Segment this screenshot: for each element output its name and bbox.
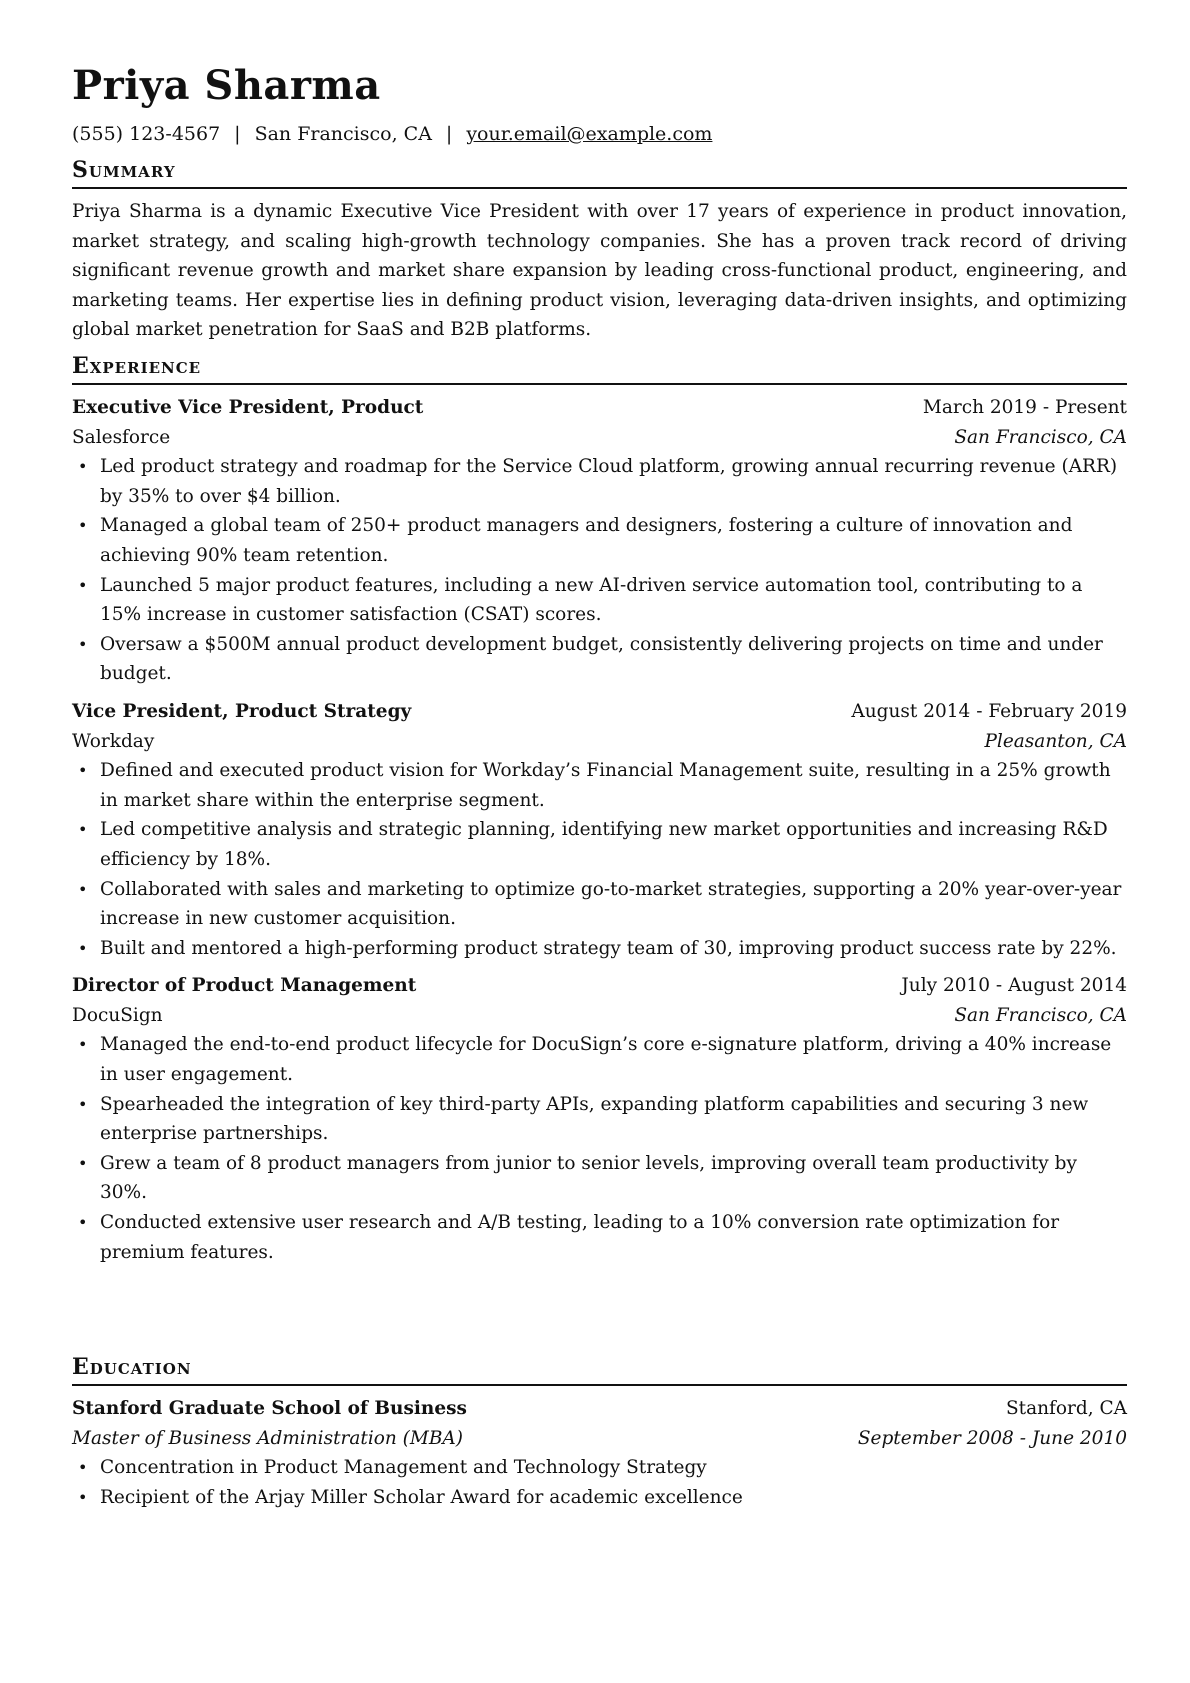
job-entry — [72, 971, 1127, 1267]
job-bullets — [72, 452, 1127, 689]
location-text: San Francisco, CA — [254, 123, 432, 145]
job-dates: August 2014 - February 2019 — [851, 700, 1127, 722]
phone-number: (555) 123-4567 — [72, 123, 221, 145]
education-section — [72, 1352, 1127, 1512]
degree-name: Master of Business Administration (MBA) — [72, 1427, 464, 1449]
section-title-experience: Experience — [72, 351, 1127, 385]
job-bullets — [72, 756, 1127, 963]
summary-section — [72, 155, 1127, 345]
bullet-item: • Launched 5 major product features, including a new AI-driven service automation tool, contributing to a 15% increase in customer satisfaction (CSAT) scores. — [72, 571, 1127, 630]
job-bullets — [72, 1030, 1127, 1267]
email-link[interactable]: your.email@example.com — [466, 123, 713, 145]
bullet-item: • Recipient of the Arjay Miller Scholar Award for academic excellence — [72, 1483, 1127, 1513]
bullet-item: • Oversaw a $500M annual product development budget, consistently delivering projects on time and under budget. — [72, 630, 1127, 689]
job-location: San Francisco, CA — [954, 426, 1127, 448]
bullet-item: • Conducted extensive user research and A/B testing, leading to a 10% conversion rate optimization for premium features. — [72, 1208, 1127, 1267]
bullet-item: • Collaborated with sales and marketing to optimize go-to-market strategies, supporting a 20% year-over-year increase in new customer acquisition. — [72, 875, 1127, 934]
education-dates: September 2008 - June 2010 — [857, 1427, 1127, 1449]
bullet-item: • Built and mentored a high-performing product strategy team of 30, improving product success rate by 22%. — [72, 934, 1127, 964]
candidate-name: Priya Sharma — [72, 62, 381, 109]
bullet-item: • Grew a team of 8 product managers from junior to senior levels, improving overall team productivity by 30%. — [72, 1149, 1127, 1208]
bullet-item: • Spearheaded the integration of key third-party APIs, expanding platform capabilities and securing 3 new enterprise partnerships. — [72, 1090, 1127, 1149]
job-title: Director of Product Management — [72, 975, 417, 997]
school-location: Stanford, CA — [1006, 1398, 1127, 1419]
school-name: Stanford Graduate School of Business — [72, 1398, 467, 1419]
job-location: Pleasanton, CA — [984, 730, 1127, 752]
experience-section — [72, 351, 1127, 1267]
job-entry — [72, 697, 1127, 963]
section-title-summary: Summary — [72, 155, 1127, 189]
bullet-item: • Concentration in Product Management and Technology Strategy — [72, 1453, 1127, 1483]
job-dates: March 2019 - Present — [922, 397, 1127, 418]
job-dates: July 2010 - August 2014 — [901, 975, 1127, 997]
section-title-education: Education — [72, 1352, 1127, 1386]
bullet-item: • Managed the end-to-end product lifecycle for DocuSign’s core e-signature platform, driving a 40% increase in user engagement. — [72, 1030, 1127, 1089]
bullet-item: • Led product strategy and roadmap for the Service Cloud platform, growing annual recurring revenue (ARR) by 35% to over $4 billion. — [72, 452, 1127, 511]
bullet-item: • Managed a global team of 250+ product managers and designers, fostering a culture of innovation and achieving 90% team retention. — [72, 511, 1127, 570]
job-title: Vice President, Product Strategy — [72, 700, 412, 722]
contact-separator: | — [445, 123, 453, 145]
bullet-item: • Defined and executed product vision for Workday’s Financial Management suite, resulting in a 25% growth in market share within the enterprise segment. — [72, 756, 1127, 815]
job-company: Workday — [72, 730, 155, 752]
job-title: Executive Vice President, Product — [72, 397, 424, 418]
education-entry — [72, 1394, 1127, 1512]
summary-paragraph: Priya Sharma is a dynamic Executive Vice President with over 17 years of experience in product innovation, market strategy, and scaling high-growth technology companies. She has a proven track record of driving significant revenue growth and market share expansion by leading cross-functional product, engineering, and marketing teams. Her expertise lies in defining product vision, leveraging data-driven insights, and optimizing global market penetration for SaaS and B2B platforms. — [72, 201, 1127, 341]
bullet-item: • Led competitive analysis and strategic planning, identifying new market opportunities and increasing R&D efficiency by 18%. — [72, 815, 1127, 874]
contact-line — [72, 120, 712, 148]
job-company: Salesforce — [72, 426, 171, 448]
job-location: San Francisco, CA — [954, 1004, 1127, 1026]
job-company: DocuSign — [72, 1004, 163, 1026]
education-bullets — [72, 1453, 1127, 1512]
contact-separator: | — [234, 123, 241, 145]
job-entry — [72, 393, 1127, 689]
